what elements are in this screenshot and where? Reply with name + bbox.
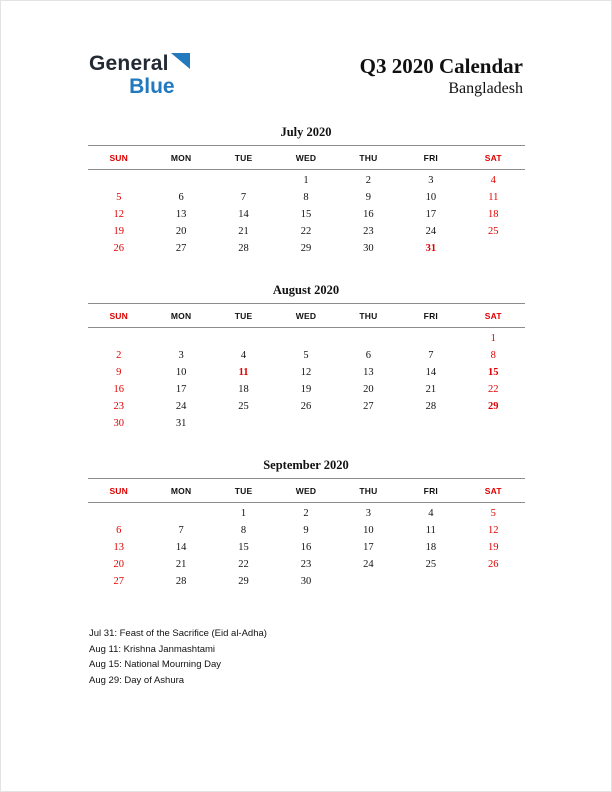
month-title: September 2020 xyxy=(263,458,349,473)
empty-cell xyxy=(150,503,212,523)
date-cell: 12 xyxy=(488,525,499,537)
empty-cell xyxy=(212,328,274,348)
date-cell: 3 xyxy=(178,350,184,362)
date-cell: 8 xyxy=(303,192,309,204)
week-row xyxy=(88,189,525,206)
date-cell: 8 xyxy=(240,525,247,537)
date-cell: 2 xyxy=(303,508,309,520)
date-cell: 19 xyxy=(113,226,124,238)
weekday-label-tue: TUE xyxy=(234,486,253,497)
date-cell: 4 xyxy=(490,175,496,187)
page-subtitle: Bangladesh xyxy=(448,80,523,98)
weekday-label-sun: SUN xyxy=(109,486,128,497)
date-cell: 6 xyxy=(116,525,122,537)
date-cell: 20 xyxy=(113,559,124,571)
date-cell: 24 xyxy=(175,401,187,413)
date-cell: 9 xyxy=(303,525,309,537)
date-cell: 13 xyxy=(175,209,187,221)
date-cell: 2 xyxy=(116,350,122,362)
date-cell: 26 xyxy=(488,559,499,571)
date-cell: 9 xyxy=(116,367,122,379)
weekday-header-row xyxy=(88,479,525,503)
month-table xyxy=(88,145,525,257)
date-cell: 16 xyxy=(300,542,312,554)
month-grid xyxy=(88,328,525,433)
week-row xyxy=(88,381,525,398)
weekday-label-wed: WED xyxy=(295,153,317,164)
date-cell: 23 xyxy=(113,401,124,413)
date-cell: 28 xyxy=(175,576,187,588)
empty-cell xyxy=(275,328,337,348)
date-cell: 19 xyxy=(488,542,499,554)
empty-cell xyxy=(150,170,212,190)
date-cell: 8 xyxy=(490,350,496,362)
date-cell: 2 xyxy=(365,175,372,187)
date-cell: 16 xyxy=(113,384,124,396)
date-cell: 20 xyxy=(363,384,374,396)
date-cell: 13 xyxy=(363,367,374,379)
week-row xyxy=(88,328,525,348)
date-cell: 5 xyxy=(490,508,496,520)
date-cell: 29 xyxy=(300,243,312,255)
weekday-label-mon: MON xyxy=(170,486,192,497)
empty-cell xyxy=(212,170,274,190)
week-row xyxy=(88,347,525,364)
empty-cell xyxy=(337,573,399,590)
date-cell: 7 xyxy=(428,350,434,362)
date-cell: 7 xyxy=(240,192,247,204)
date-cell: 7 xyxy=(178,525,184,537)
date-cell: 17 xyxy=(175,384,187,396)
logo xyxy=(89,53,190,97)
logo-text-blue: Blue xyxy=(129,75,175,98)
date-cell: 25 xyxy=(488,226,499,238)
weekday-label-thu: THU xyxy=(359,311,378,322)
empty-cell xyxy=(88,328,150,348)
weekday-label-tue: TUE xyxy=(234,311,253,322)
date-cell: 18 xyxy=(425,542,437,554)
date-cell: 21 xyxy=(175,559,187,571)
empty-cell xyxy=(400,573,462,590)
weekday-label-sat: SAT xyxy=(484,153,502,164)
date-cell: 11 xyxy=(488,192,499,204)
date-cell: 6 xyxy=(365,350,372,362)
month-table xyxy=(88,478,525,590)
date-cell: 1 xyxy=(303,175,309,187)
date-cell: 1 xyxy=(240,508,247,520)
date-cell: 10 xyxy=(363,525,374,537)
weekday-label-mon: MON xyxy=(170,311,192,322)
date-cell: 18 xyxy=(488,209,499,221)
empty-cell xyxy=(462,240,524,257)
date-cell: 27 xyxy=(175,243,187,255)
week-row xyxy=(88,539,525,556)
date-cell: 30 xyxy=(113,418,124,430)
page-header xyxy=(1,1,611,99)
date-cell: 9 xyxy=(365,192,372,204)
week-row xyxy=(88,503,525,523)
empty-cell xyxy=(400,328,462,348)
week-row xyxy=(88,415,525,432)
date-cell: 21 xyxy=(238,226,249,238)
week-row xyxy=(88,223,525,240)
date-cell: 28 xyxy=(425,401,437,413)
weekday-label-sun: SUN xyxy=(109,153,128,164)
holiday-note: Aug 11: Krishna Janmashtami xyxy=(89,643,216,655)
date-cell: 29 xyxy=(488,401,499,413)
week-row xyxy=(88,573,525,590)
date-cell: 22 xyxy=(238,559,249,571)
date-cell: 15 xyxy=(300,209,312,221)
date-cell: 14 xyxy=(175,542,187,554)
date-cell: 30 xyxy=(300,576,312,588)
date-cell: 20 xyxy=(175,226,187,238)
empty-cell xyxy=(462,573,524,590)
logo-text-general: General xyxy=(89,52,169,75)
date-cell: 23 xyxy=(363,226,374,238)
date-cell: 12 xyxy=(300,367,312,379)
week-row xyxy=(88,364,525,381)
empty-cell xyxy=(212,415,274,432)
empty-cell xyxy=(337,328,399,348)
weekday-label-wed: WED xyxy=(295,311,317,322)
date-cell: 28 xyxy=(238,243,249,255)
logo-triangle-icon xyxy=(171,53,190,73)
logo-row xyxy=(89,53,190,74)
weekday-label-fri: FRI xyxy=(423,486,438,497)
date-cell: 10 xyxy=(175,367,187,379)
weekday-label-fri: FRI xyxy=(423,311,438,322)
date-cell: 14 xyxy=(425,367,437,379)
date-cell: 25 xyxy=(425,559,437,571)
empty-cell xyxy=(462,415,524,432)
date-cell: 30 xyxy=(363,243,374,255)
date-cell: 18 xyxy=(238,384,249,396)
month-title: August 2020 xyxy=(272,283,340,298)
date-cell: 3 xyxy=(428,175,434,187)
date-cell: 27 xyxy=(113,576,124,588)
date-cell: 31 xyxy=(175,418,187,430)
date-cell: 31 xyxy=(425,243,437,255)
weekday-label-sat: SAT xyxy=(484,311,502,322)
week-row xyxy=(88,240,525,257)
month-section-august xyxy=(88,283,525,432)
empty-cell xyxy=(88,170,150,190)
weekday-label-sat: SAT xyxy=(484,486,502,497)
date-cell: 16 xyxy=(363,209,374,221)
month-section-july xyxy=(88,125,525,257)
weekday-label-sun: SUN xyxy=(109,311,128,322)
date-cell: 14 xyxy=(238,209,249,221)
weekday-header-row xyxy=(88,146,525,170)
weekday-label-thu: THU xyxy=(359,153,378,164)
date-cell: 6 xyxy=(178,192,184,204)
date-cell: 15 xyxy=(238,542,249,554)
empty-cell xyxy=(400,415,462,432)
date-cell: 29 xyxy=(238,576,249,588)
month-grid xyxy=(88,170,525,258)
week-row xyxy=(88,398,525,415)
date-cell: 26 xyxy=(300,401,312,413)
holiday-note: Aug 29: Day of Ashura xyxy=(89,674,185,686)
date-cell: 17 xyxy=(363,542,374,554)
date-cell: 5 xyxy=(303,350,309,362)
date-cell: 13 xyxy=(113,542,124,554)
date-cell: 21 xyxy=(425,384,437,396)
date-cell: 25 xyxy=(238,401,249,413)
date-cell: 11 xyxy=(238,367,249,379)
month-grid xyxy=(88,503,525,591)
empty-cell xyxy=(337,415,399,432)
holiday-note: Jul 31: Feast of the Sacrifice (Eid al-Adha) xyxy=(89,628,267,640)
week-row xyxy=(88,206,525,223)
weekday-label-wed: WED xyxy=(295,486,317,497)
weekday-header-row xyxy=(88,304,525,328)
empty-cell xyxy=(275,415,337,432)
month-title: July 2020 xyxy=(280,125,332,140)
week-row xyxy=(88,522,525,539)
date-cell: 24 xyxy=(363,559,374,571)
page-title: Q3 2020 Calendar xyxy=(359,54,523,78)
date-cell: 19 xyxy=(300,384,312,396)
week-row xyxy=(88,556,525,573)
date-cell: 22 xyxy=(300,226,312,238)
date-cell: 26 xyxy=(113,243,124,255)
month-section-september xyxy=(88,458,525,590)
date-cell: 17 xyxy=(425,209,437,221)
weekday-label-thu: THU xyxy=(359,486,378,497)
date-cell: 12 xyxy=(113,209,124,221)
date-cell: 22 xyxy=(488,384,499,396)
date-cell: 3 xyxy=(365,508,372,520)
weekday-label-tue: TUE xyxy=(234,153,253,164)
week-row xyxy=(88,170,525,190)
weekday-label-fri: FRI xyxy=(423,153,438,164)
date-cell: 1 xyxy=(490,333,496,345)
date-cell: 5 xyxy=(116,192,122,204)
date-cell: 24 xyxy=(425,226,437,238)
weekday-label-mon: MON xyxy=(170,153,192,164)
empty-cell xyxy=(150,328,212,348)
month-table xyxy=(88,303,525,432)
date-cell: 4 xyxy=(240,350,247,362)
date-cell: 23 xyxy=(300,559,312,571)
date-cell: 10 xyxy=(425,192,437,204)
date-cell: 15 xyxy=(488,367,499,379)
date-cell: 27 xyxy=(363,401,374,413)
title-block xyxy=(360,53,523,99)
empty-cell xyxy=(88,503,150,523)
date-cell: 11 xyxy=(425,525,436,537)
holiday-notes xyxy=(89,626,611,688)
holiday-note: Aug 15: National Mourning Day xyxy=(89,659,222,671)
date-cell: 4 xyxy=(428,508,434,520)
